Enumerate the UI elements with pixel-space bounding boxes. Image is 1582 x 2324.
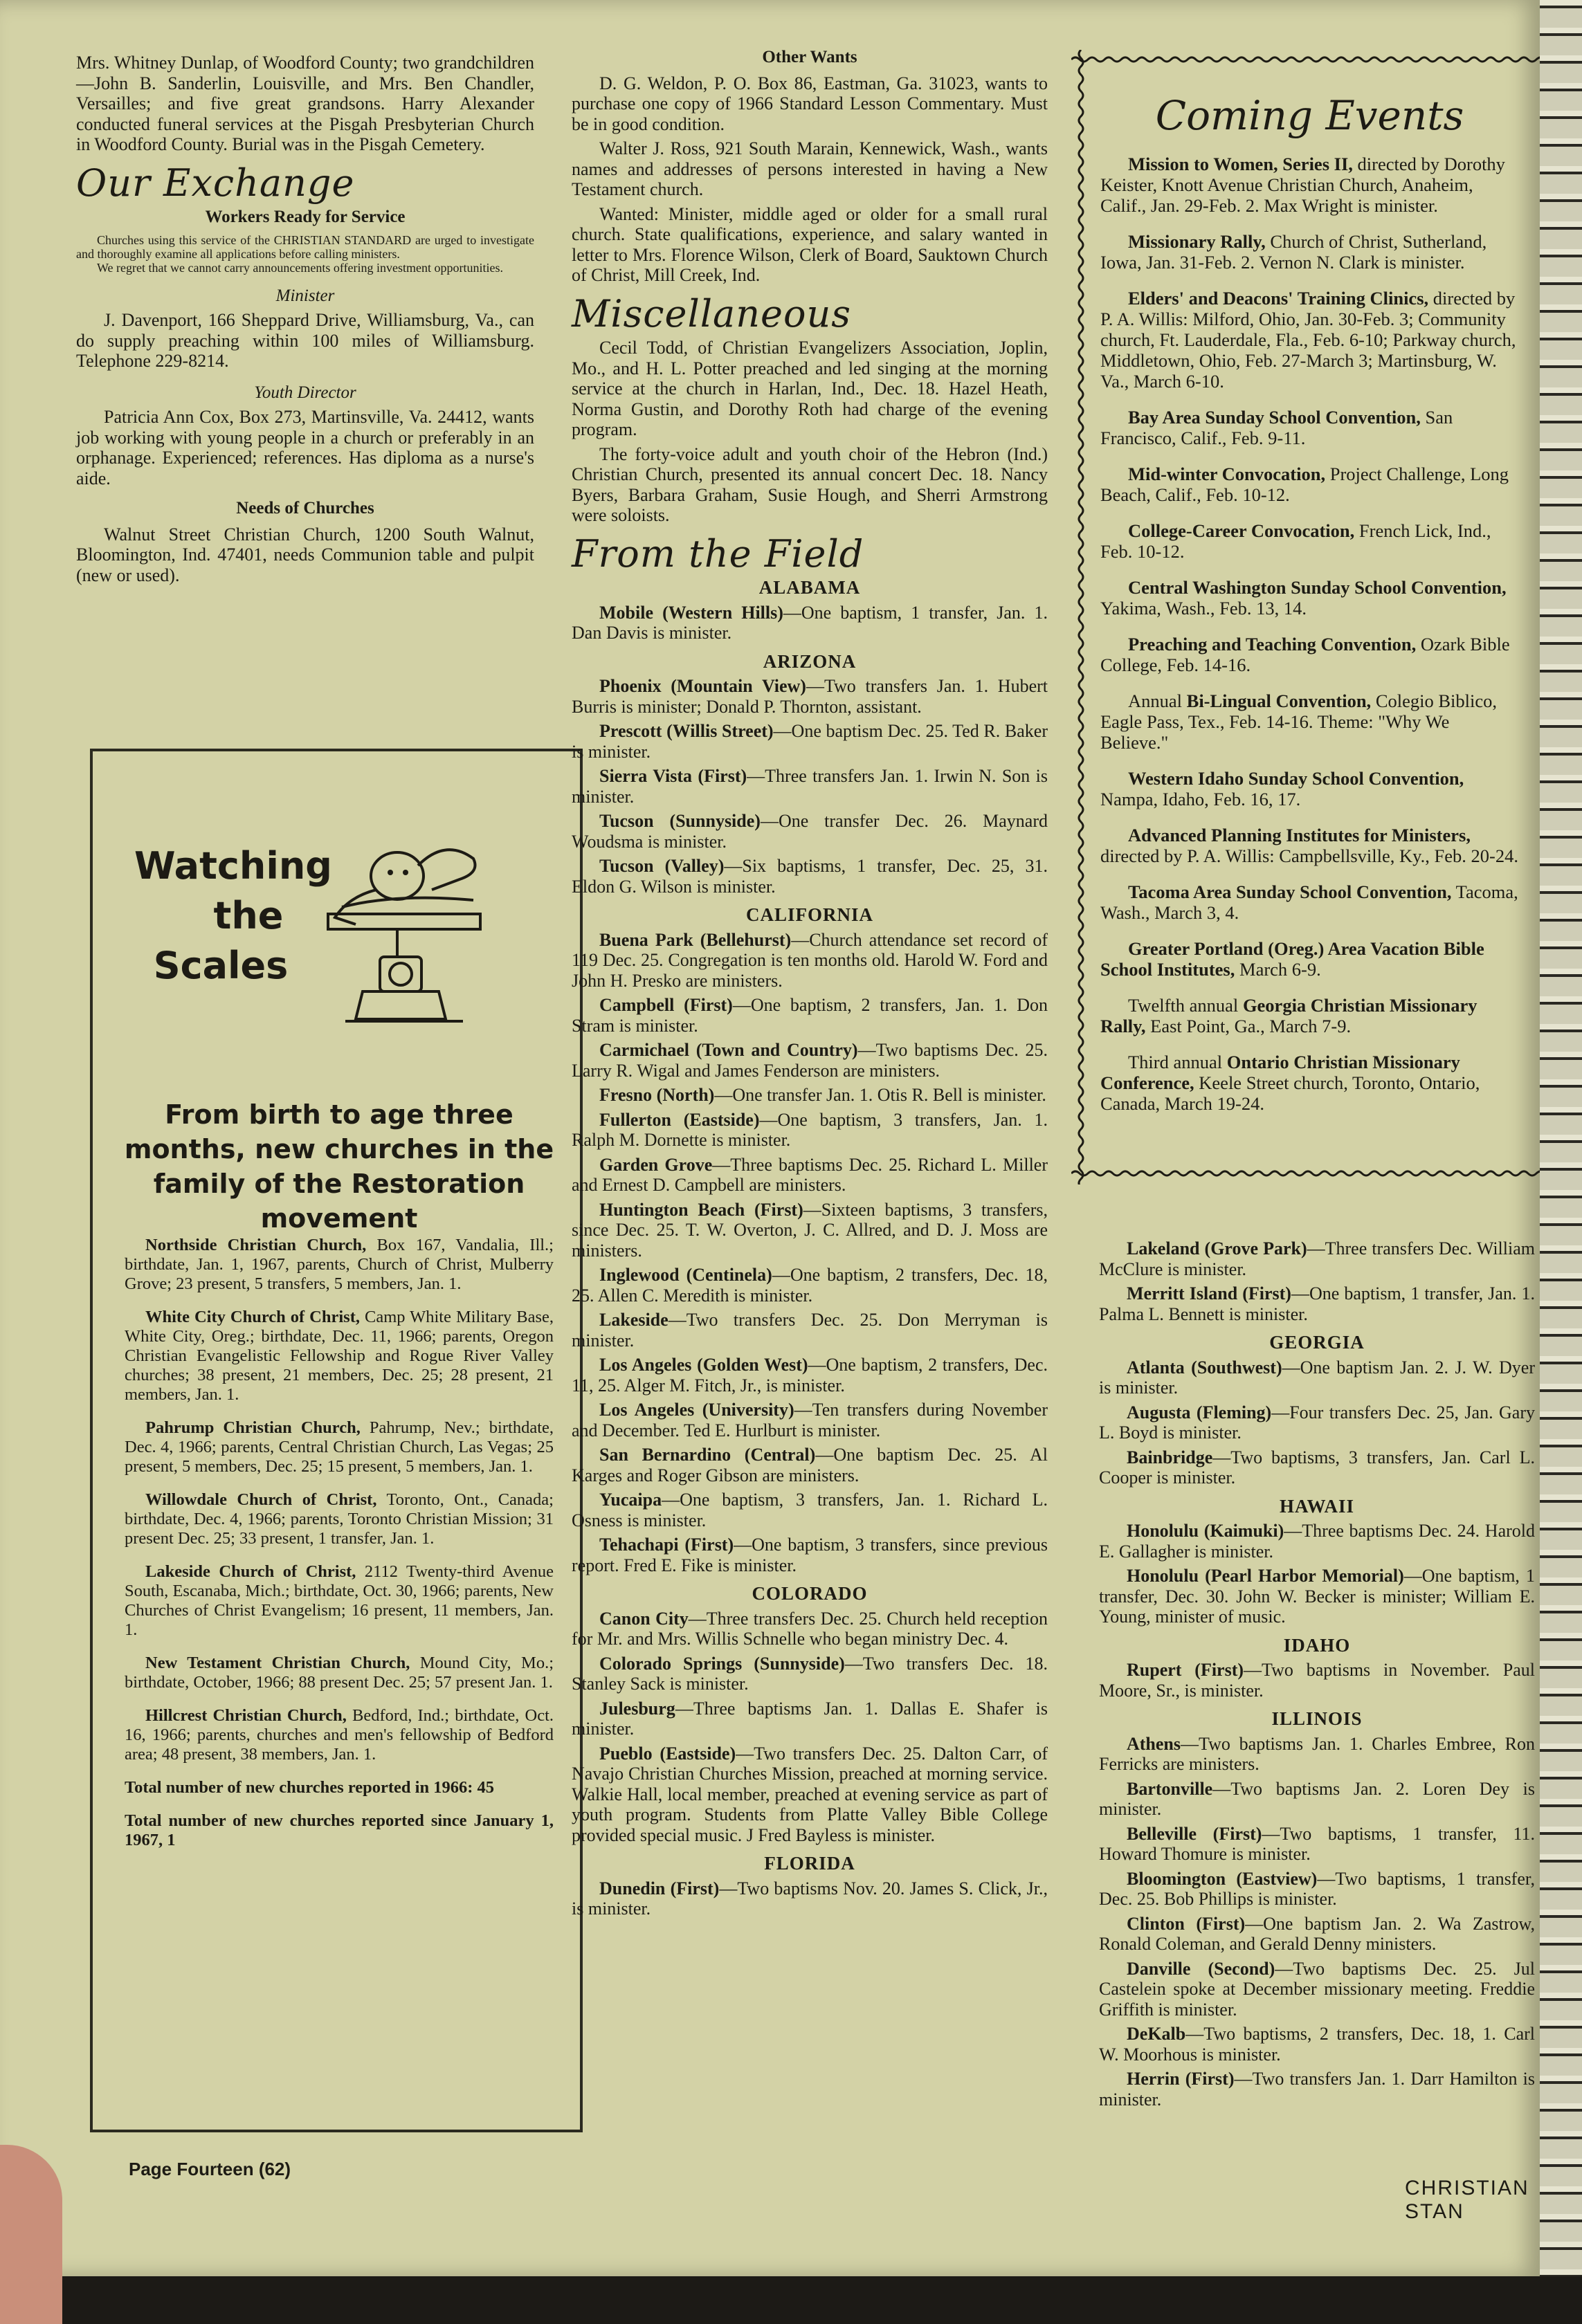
field-report: [1099, 1357, 1535, 1398]
coming-events-heading: Coming Events: [1155, 92, 1464, 139]
minister-heading: Minister: [275, 286, 335, 305]
field-report: [572, 1400, 1048, 1440]
field-report-name: Bainbridge: [1127, 1447, 1213, 1467]
workers-heading: Workers Ready for Service: [205, 208, 406, 226]
state-heading: ILLINOIS: [1271, 1708, 1363, 1729]
field-report: [1099, 1447, 1535, 1488]
state-heading: CALIFORNIA: [745, 904, 873, 925]
field-report-text: —Three baptisms Dec. 25. Richard L. Miller and Ernest D. Campbell are ministers.: [572, 1154, 1048, 1195]
new-church-entry-name: New Testament Christian Church,: [145, 1654, 410, 1672]
total-1966: Total number of new churches reported in 1966: 45: [125, 1778, 495, 1797]
field-report: [1099, 1914, 1535, 1955]
field-report: [1099, 2069, 1535, 2110]
field-report-name: Los Angeles (Golden West): [599, 1355, 808, 1375]
baby-scale-illustration: [314, 827, 494, 1035]
event-item-text: San Francisco, Calif., Feb. 9-11.: [1100, 407, 1453, 448]
field-report-text: —One baptism, 2 transfers, Dec. 11, 25. Alger M. Fitch, Jr., is minister.: [572, 1355, 1048, 1396]
event-item-name: Central Washington Sunday School Convention,: [1128, 577, 1507, 598]
field-report: [1099, 1402, 1535, 1443]
state-heading: ALABAMA: [758, 577, 861, 598]
field-report-text: —Two transfers Jan. 1. Darr Hamilton is minister.: [1099, 2069, 1535, 2110]
other-wants-heading: Other Wants: [762, 48, 857, 66]
new-church-entry-name: Lakeside Church of Christ,: [145, 1562, 356, 1581]
new-church-entry-text: Bedford, Ind.; birthdate, Oct. 16, 1966; parents, churches and men's fellowship of Bedford area; 48 present, 38 members, Jan. 1.: [125, 1706, 554, 1764]
field-report: [572, 1445, 1048, 1485]
new-church-entry-text: Mound City, Mo.; birthdate, October, 1966; 88 present Dec. 25; 57 present Jan. 1.: [125, 1654, 554, 1692]
field-report-text: —Three transfers Dec. William McClure is minister.: [1099, 1238, 1535, 1279]
new-church-entry: [125, 1562, 554, 1640]
field-report-text: —Four transfers Dec. 25, Jan. Gary L. Boyd is minister.: [1099, 1402, 1536, 1443]
field-report-text: —Church attendance set record of 119 Dec. 25. Congregation is ten months old. Harold W. Ford and John H. Presko are ministers.: [572, 929, 1048, 991]
field-report-name: Dunedin (First): [599, 1878, 720, 1898]
field-report: [572, 1265, 1048, 1306]
field-report-name: Mobile (Western Hills): [599, 602, 783, 623]
field-report-text: —Two baptisms Nov. 20. James S. Click, Jr., is minister.: [572, 1878, 1048, 1919]
scales-title-line3: Scales: [153, 944, 289, 987]
new-church-entry: [125, 1418, 554, 1476]
field-report-name: Garden Grove: [599, 1154, 713, 1175]
field-report-name: Campbell (First): [599, 995, 733, 1015]
field-report: [572, 1155, 1048, 1196]
field-report: [1099, 1521, 1535, 1562]
event-item-name: Tacoma Area Sunday School Convention,: [1128, 881, 1452, 902]
field-report-text: —One transfer Dec. 26. Maynard Woudsma is minister.: [572, 811, 1048, 852]
state-heading: HAWAII: [1279, 1495, 1355, 1517]
field-report: [572, 766, 1048, 807]
field-report: [1099, 2024, 1535, 2065]
field-report-name: Sierra Vista (First): [599, 766, 747, 786]
field-report-name: Clinton (First): [1127, 1913, 1246, 1934]
field-report-name: Canon City: [599, 1608, 689, 1629]
field-report-text: —One baptism, 3 transfers, since previous report. Fred E. Fike is minister.: [572, 1535, 1048, 1575]
event-item-name: Elders' and Deacons' Training Clinics,: [1128, 288, 1429, 309]
event-item: [1100, 464, 1519, 505]
field-report: [1099, 1959, 1535, 2020]
field-report-name: Honolulu (Kaimuki): [1127, 1521, 1284, 1541]
state-heading: IDAHO: [1283, 1634, 1351, 1656]
event-item-text: Nampa, Idaho, Feb. 16, 17.: [1100, 789, 1301, 809]
event-item: [1100, 825, 1519, 866]
column-right: [1099, 1238, 1535, 2114]
workers-note-1: Churches using this service of the CHRISTIAN STANDARD are urged to investigate and thoroughly examine all applications before calling ministers.: [76, 232, 534, 261]
field-report-text: —Two baptisms in November. Paul Moore, Sr., is minister.: [1099, 1660, 1535, 1701]
field-report: [572, 1535, 1048, 1575]
event-item-name: Advanced Planning Institutes for Ministers,: [1128, 825, 1471, 845]
event-item-text: directed by Dorothy Keister, Knott Avenue Christian Church, Anaheim, Calif., Jan. 29-Feb. 2. Max Wright is minister.: [1100, 154, 1505, 216]
new-church-entry-text: Pahrump, Nev.; birthdate, Dec. 4, 1966; parents, Central Christian Church, Las Vegas; 25 present, 5 members, Dec. 25; 15 present, 5 members, Jan. 1.: [125, 1418, 554, 1476]
column-middle: [572, 47, 1048, 1923]
from-the-field-heading: From the Field: [572, 531, 864, 576]
field-report-text: —Two baptisms, 3 transfers, Jan. Carl L. Cooper is minister.: [1099, 1447, 1535, 1488]
field-report-name: Honolulu (Pearl Harbor Memorial): [1127, 1566, 1404, 1586]
youth-heading: Youth Director: [254, 383, 356, 402]
page-edge: [1540, 0, 1582, 2276]
workers-note-2: We regret that we cannot carry announcements offering investment opportunities.: [97, 260, 504, 275]
field-report-text: —Two transfers Jan. 1. Hubert Burris is minister; Donald P. Thornton, assistant.: [572, 676, 1048, 717]
other-wants-item: Wanted: Minister, middle aged or older for a small rural church. State qualifications, experience, and salary wanted in letter to Mrs. Florence Wilson, Clerk of Board, Sauktown Church of Christ, Mill Creek, Ind.: [572, 203, 1048, 285]
new-church-entry: [125, 1706, 554, 1764]
field-report-text: —Sixteen baptisms, 3 transfers, since Dec. 25. T. W. Overton, J. C. Allred, and D. J. Moss are ministers.: [572, 1199, 1048, 1261]
field-report-name: Phoenix (Mountain View): [599, 676, 806, 696]
event-item: [1100, 1052, 1519, 1114]
column-left: [76, 53, 534, 589]
state-heading: ARIZONA: [763, 650, 857, 672]
event-item-text: directed by P. A. Willis: Milford, Ohio, Jan. 30-Feb. 3; Community church, Ft. Lauderdale, Fla., Feb. 6-10; Parkway church, Middletown, Ohio, Feb. 27-March 3; Martinsburg, W. Va., March 6-10.: [1100, 288, 1516, 392]
event-item-name: Ontario Christian Missionary Conference,: [1100, 1052, 1460, 1093]
field-report: [1099, 1734, 1535, 1775]
field-report-name: Tucson (Sunnyside): [599, 811, 761, 831]
field-report-text: —One baptism, 3 transfers, Jan. 1. Ralph M. Dornette is minister.: [572, 1109, 1048, 1150]
minister-text: J. Davenport, 166 Sheppard Drive, Williamsburg, Va., can do supply preaching within 100 miles of Williamsburg. Telephone 229-8214.: [76, 310, 534, 371]
field-report-name: Los Angeles (University): [599, 1400, 794, 1420]
field-report-name: Buena Park (Bellehurst): [599, 929, 792, 950]
needs-text: Walnut Street Christian Church, 1200 South Walnut, Bloomington, Ind. 47401, needs Communion table and pulpit (new or used).: [76, 524, 534, 585]
field-report: [572, 1200, 1048, 1261]
field-report-text: —Six baptisms, 1 transfer, Dec. 25, 31. Eldon G. Wilson is minister.: [572, 856, 1048, 897]
new-church-entry: [125, 1308, 554, 1405]
field-report-name: Rupert (First): [1127, 1660, 1244, 1680]
event-item-text: Church of Christ, Sutherland, Iowa, Jan. 31-Feb. 2. Vernon N. Clark is minister.: [1100, 231, 1487, 273]
new-church-entry-name: Willowdale Church of Christ,: [145, 1490, 377, 1509]
field-reports: [572, 578, 1048, 1919]
border-wave-left: [1071, 50, 1092, 1184]
new-church-entry-text: Camp White Military Base, White City, Oreg.; birthdate, Dec. 11, 1966; parents, Oregon Christian Evangelistic Fellowship and Rogue River Valley churches; 38 present, 21 members, Dec. 25; 28 present, 21 members, Jan. 1.: [125, 1308, 554, 1404]
field-report-text: —One baptism Jan. 2. Wa Zastrow, Ronald Coleman, and Gerald Denny ministers.: [1099, 1913, 1536, 1954]
event-item-lead: Annual: [1128, 690, 1187, 711]
field-report-name: Atlanta (Southwest): [1127, 1357, 1282, 1378]
page-number: Page Fourteen (62): [129, 2159, 291, 2179]
event-item-text: French Lick, Ind., Feb. 10-12.: [1100, 520, 1491, 562]
field-report: [1099, 1869, 1535, 1910]
event-item-text: Keele Street church, Toronto, Ontario, Canada, March 19-24.: [1100, 1072, 1480, 1114]
field-report-name: Augusta (Fleming): [1127, 1402, 1272, 1422]
field-report-name: Lakeside: [599, 1310, 669, 1330]
field-report-text: —Two baptisms, 2 transfers, Dec. 18, 1. Carl W. Moorhous is minister.: [1099, 2024, 1535, 2065]
field-report-text: —Ten transfers during November and December. Ted E. Hurlburt is minister.: [572, 1400, 1048, 1440]
field-report-text: —Two baptisms Dec. 25. Larry R. Wigal and James Fenderson are ministers.: [572, 1040, 1048, 1081]
needs-heading: Needs of Churches: [236, 499, 374, 518]
field-report-name: Merritt Island (First): [1127, 1283, 1291, 1303]
event-item-name: Missionary Rally,: [1128, 231, 1266, 252]
event-item: [1100, 881, 1519, 923]
field-report-text: —Two baptisms, 1 transfer, 11. Howard Thomure is minister.: [1099, 1823, 1535, 1864]
field-report-text: —Two transfers Dec. 25. Don Merryman is minister.: [572, 1310, 1048, 1351]
field-report: [572, 1085, 1048, 1106]
other-wants-item: Walter J. Ross, 921 South Marain, Kennewick, Wash., wants names and addresses of persons interested in having a New Testament church.: [572, 138, 1048, 199]
state-heading: GEORGIA: [1269, 1332, 1365, 1353]
event-item-text: Project Challenge, Long Beach, Calif., Feb. 10-12.: [1100, 464, 1509, 505]
field-report-text: —One baptism Dec. 25. Al Karges and Roger Gibson are ministers.: [572, 1445, 1048, 1485]
border-wave-top: [1071, 50, 1540, 71]
event-item: [1100, 520, 1519, 562]
scales-title: [134, 841, 332, 991]
field-report: [572, 676, 1048, 717]
field-report: [572, 1744, 1048, 1846]
state-heading: FLORIDA: [764, 1853, 855, 1874]
event-item-text: Yakima, Wash., Feb. 13, 14.: [1100, 598, 1307, 619]
event-item: [1100, 288, 1519, 392]
field-report-name: Inglewood (Centinela): [599, 1265, 772, 1285]
other-wants-item: D. G. Weldon, P. O. Box 86, Eastman, Ga. 31023, wants to purchase one copy of 1966 Standard Lesson Commentary. Must be in good condition.: [572, 73, 1048, 134]
field-report: [1099, 1238, 1535, 1279]
new-church-entry-name: Pahrump Christian Church,: [145, 1418, 361, 1437]
event-item-name: Mid-winter Convocation,: [1128, 464, 1326, 484]
scales-title-line1: Watching: [134, 844, 332, 888]
events-list: [1100, 154, 1519, 1114]
field-report-text: —One baptism, 1 transfer, Dec. 30. John W. Becker is minister; William E. Young, minister of music.: [1099, 1566, 1535, 1627]
field-report-text: —One baptism, 1 transfer, Jan. 1. Dan Davis is minister.: [572, 602, 1048, 643]
new-church-entry: [125, 1490, 554, 1548]
field-report-text: —Three transfers Jan. 1. Irwin N. Son is minister.: [572, 766, 1048, 807]
event-item-text: East Point, Ga., March 7-9.: [1145, 1016, 1352, 1036]
field-report-name: Bloomington (Eastview): [1127, 1868, 1318, 1889]
field-report: [572, 1878, 1048, 1919]
field-report-text: —One baptism Jan. 2. J. W. Dyer is minister.: [1099, 1357, 1535, 1398]
field-report: [1099, 1779, 1535, 1820]
field-report: [572, 930, 1048, 991]
field-report-text: —Two transfers Dec. 25. Dalton Carr, of Navajo Christian Churches Mission, preached at morning service. Walkie Hall, local member, preached at evening service as part of youth program. Students from Platte Valley Bible College provided special music. J Fred Bayless is minister.: [572, 1743, 1048, 1845]
miscellaneous-heading: Miscellaneous: [572, 291, 851, 336]
new-church-entry-name: Hillcrest Christian Church,: [145, 1706, 347, 1725]
field-report-text: —One transfer Jan. 1. Otis R. Bell is minister.: [714, 1085, 1046, 1105]
field-report-text: —Two transfers Dec. 18. Stanley Sack is minister.: [572, 1653, 1048, 1694]
field-report-name: San Bernardino (Central): [599, 1445, 816, 1465]
field-report: [572, 721, 1048, 762]
total-1967: Total number of new churches reported since January 1, 1967, 1: [125, 1811, 554, 1849]
new-churches-list: [125, 1236, 554, 1864]
event-item-text: directed by P. A. Willis: Campbellsville, Ky., Feb. 20-24.: [1100, 845, 1518, 866]
scales-title-line2: the: [213, 894, 284, 937]
field-report: [572, 1699, 1048, 1739]
state-heading: COLORADO: [752, 1583, 868, 1604]
event-item: [1100, 634, 1519, 675]
misc-item: Cecil Todd, of Christian Evangelizers Association, Joplin, Mo., and H. L. Potter preached and led singing at the morning service at the church in Harlan, Ind., Dec. 18. Hazel Heath, Norma Gustin, and Dorothy Roth had charge of the evening program.: [572, 338, 1048, 439]
border-wave-bottom: [1071, 1164, 1540, 1184]
field-report: [572, 811, 1048, 852]
field-report-name: Tehachapi (First): [599, 1535, 734, 1555]
field-report-text: —Two baptisms Dec. 25. Jul Castelein spoke at December missionary meeting. Freddie Griffith is minister.: [1099, 1958, 1535, 2020]
misc-item: The forty-voice adult and youth choir of the Hebron (Ind.) Christian Church, presented its annual concert Dec. 18. Nancy Byers, Barbara Graham, Susie Hough, and Sherri Armstrong were soloists.: [572, 443, 1048, 525]
field-report: [572, 1040, 1048, 1081]
field-report: [1099, 1824, 1535, 1865]
field-report-name: Colorado Springs (Sunnyside): [599, 1653, 845, 1674]
event-item: [1100, 407, 1519, 448]
event-item-lead: Third annual: [1128, 1052, 1227, 1072]
field-report-text: —One baptism Dec. 25. Ted R. Baker is minister.: [572, 721, 1048, 762]
field-report: [572, 856, 1048, 897]
new-church-entry: [125, 1654, 554, 1692]
coming-events-box: [1071, 50, 1540, 1184]
watching-scales-box: [90, 749, 583, 2132]
event-item-name: Mission to Women, Series II,: [1128, 154, 1353, 174]
field-report: [1099, 1660, 1535, 1701]
field-report-name: Herrin (First): [1127, 2069, 1235, 2089]
field-report: [572, 603, 1048, 643]
field-report-name: DeKalb: [1127, 2024, 1186, 2044]
field-report-text: —One baptism, 1 transfer, Jan. 1. Palma L. Bennett is minister.: [1099, 1283, 1535, 1324]
event-item-name: Western Idaho Sunday School Convention,: [1128, 768, 1464, 789]
event-item-name: Georgia Christian Missionary Rally,: [1100, 995, 1478, 1036]
event-item-text: Ozark Bible College, Feb. 14-16.: [1100, 634, 1510, 675]
field-report-text: —Three baptisms Dec. 24. Harold E. Gallagher is minister.: [1099, 1521, 1536, 1562]
event-item: [1100, 690, 1519, 753]
field-report-name: Bartonville: [1127, 1778, 1213, 1799]
event-item-name: Bi-Lingual Convention,: [1186, 690, 1372, 711]
field-report: [572, 1355, 1048, 1396]
event-item: [1100, 995, 1519, 1036]
field-report-text: —Three baptisms Jan. 1. Dallas E. Shafer is minister.: [572, 1698, 1048, 1739]
workers-note: [76, 233, 534, 275]
field-report: [572, 1490, 1048, 1530]
obituary-continuation: Mrs. Whitney Dunlap, of Woodford County; two grandchildren—John B. Sanderlin, Louisville, and Mrs. Ben Chandler, Versailles; and five great grandsons. Harry Alexander conducted funeral services at the Pisgah Presbyterian Church in Woodford County. Burial was in the Pisgah Cemetery.: [76, 53, 534, 154]
magazine-name: CHRISTIAN STAN: [1405, 2177, 1529, 2223]
field-report-name: Pueblo (Eastside): [599, 1743, 736, 1764]
exchange-heading: Our Exchange: [76, 161, 355, 205]
new-church-entry-text: Box 167, Vandalia, Ill.; birthdate, Jan. 1, 1967, parents, Church of Christ, Mulberry Grove; 23 present, 5 transfers, 5 members, Jan. 1.: [125, 1236, 554, 1293]
field-report-name: Fresno (North): [599, 1085, 715, 1105]
field-report: [572, 995, 1048, 1036]
field-report: [572, 1654, 1048, 1694]
field-report-text: —Two baptisms Jan. 1. Charles Embree, Ron Ferricks are ministers.: [1099, 1733, 1535, 1774]
event-item: [1100, 154, 1519, 216]
new-church-entry-text: 2112 Twenty-third Avenue South, Escanaba, Mich.; birthdate, Oct. 30, 1966; parents, New Churches of Christ Evangelism; 16 present, 11 members, Jan. 1.: [125, 1562, 554, 1639]
field-report: [572, 1310, 1048, 1351]
field-report-name: Athens: [1127, 1733, 1181, 1754]
field-report-name: Yucaipa: [599, 1490, 662, 1510]
youth-text: Patricia Ann Cox, Box 273, Martinsville, Va. 24412, wants job working with young people in a church or preferably in an orphanage. Experienced; references. Has diploma as a nurse's aide.: [76, 407, 534, 488]
event-item-text: Colegio Biblico, Eagle Pass, Tex., Feb. 14-16. Theme: "Why We Believe.": [1100, 690, 1497, 753]
field-report-text: —Three transfers Dec. 25. Church held reception for Mr. and Mrs. Willis Schnelle who began ministry Dec. 4.: [572, 1608, 1048, 1649]
new-church-entry-name: White City Church of Christ,: [145, 1308, 360, 1326]
field-report-name: Fullerton (Eastside): [599, 1109, 760, 1130]
event-item: [1100, 577, 1519, 619]
event-item-name: Bay Area Sunday School Convention,: [1128, 407, 1421, 428]
event-item-name: Preaching and Teaching Convention,: [1128, 634, 1417, 655]
field-report-text: —Two baptisms Jan. 2. Loren Dey is minister.: [1099, 1778, 1535, 1819]
new-church-entry-text: Toronto, Ont., Canada; birthdate, Dec. 4, 1966; parents, Toronto Christian Mission; 31 present Dec. 25; 33 present, 1 transfer, Jan. 1.: [125, 1490, 554, 1548]
field-report: [572, 1110, 1048, 1151]
field-report-name: Danville (Second): [1127, 1958, 1275, 1979]
event-item: [1100, 938, 1519, 980]
field-report-name: Prescott (Willis Street): [599, 721, 774, 741]
event-item: [1100, 768, 1519, 809]
event-item-text: Tacoma, Wash., March 3, 4.: [1100, 881, 1518, 923]
event-item-text: March 6-9.: [1235, 959, 1321, 980]
field-report-text: —Two baptisms, 1 transfer, Dec. 25. Bob Phillips is minister.: [1099, 1868, 1535, 1909]
field-report: [572, 1609, 1048, 1649]
field-report-name: Lakeland (Grove Park): [1127, 1238, 1307, 1259]
event-item-name: Greater Portland (Oreg.) Area Vacation Bible School Institutes,: [1100, 938, 1484, 980]
event-item-lead: Twelfth annual: [1128, 995, 1243, 1016]
field-report-text: —One baptism, 2 transfers, Jan. 1. Don Stram is minister.: [572, 995, 1048, 1036]
field-report-name: Tucson (Valley): [599, 856, 725, 876]
field-report-name: Belleville (First): [1127, 1823, 1262, 1844]
field-report-name: Huntington Beach (First): [599, 1199, 803, 1220]
field-report-text: —One baptism, 3 transfers, Jan. 1. Richard L. Osness is minister.: [572, 1490, 1048, 1530]
scales-subtitle: From birth to age three months, new churches in the family of the Restoration movement: [124, 1099, 554, 1234]
event-item: [1100, 231, 1519, 273]
thumb: [0, 2145, 62, 2324]
event-item-name: College-Career Convocation,: [1128, 520, 1355, 541]
new-church-entry: [125, 1236, 554, 1294]
field-report-text: —One baptism, 2 transfers, Dec. 18, 25. Allen C. Meredith is minister.: [572, 1265, 1048, 1306]
field-report: [1099, 1566, 1535, 1627]
field-report-name: Carmichael (Town and Country): [599, 1040, 858, 1060]
new-church-entry-name: Northside Christian Church,: [145, 1236, 367, 1254]
field-report: [1099, 1283, 1535, 1324]
field-report-name: Julesburg: [599, 1698, 675, 1719]
